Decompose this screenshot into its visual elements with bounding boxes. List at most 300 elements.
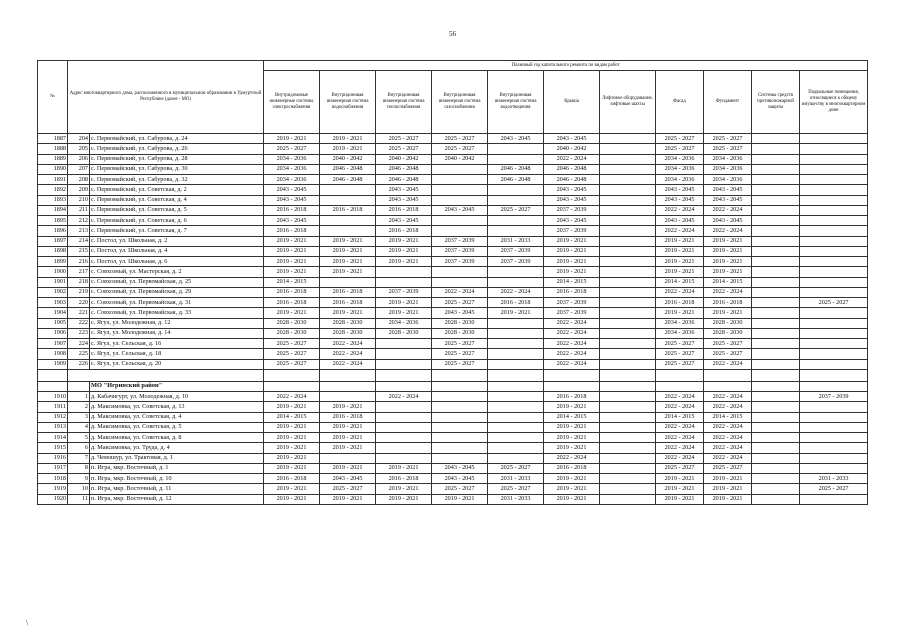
cell-year-range: 2016 - 2018 [488,298,544,308]
cell-year-range: 2014 - 2015 [544,412,600,422]
cell-year-range: 2025 - 2027 [704,463,752,473]
cell-year-range: 2022 - 2024 [704,205,752,215]
cell-year-range: 2025 - 2027 [320,484,376,494]
cell-year-range [432,195,488,205]
cell-year-range: 2022 - 2024 [488,287,544,297]
row-number: 1896 [38,226,68,236]
row-address: с. Постол, ул. Школьная, д. 2 [90,236,264,246]
cell-year-range [752,339,800,349]
cell-year-range: 2037 - 2039 [432,236,488,246]
cell-year-range: 2019 - 2021 [320,144,376,154]
cell-year-range [800,205,868,215]
header-address: Адрес многоквартирного дома, расположенного в муниципальном образовании в Удмуртской Республике (далее - МО) [68,61,264,134]
cell-year-range: 2019 - 2021 [264,453,320,463]
cell-year-range: 2022 - 2024 [704,226,752,236]
row-sub-number: 1 [68,392,90,402]
cell-year-range [752,287,800,297]
row-sub-number: 11 [68,494,90,504]
cell-year-range: 2019 - 2021 [656,484,704,494]
cell-year-range: 2043 - 2045 [656,185,704,195]
cell-year-range: 2019 - 2021 [544,257,600,267]
cell-year-range: 2022 - 2024 [544,154,600,164]
cell-year-range [488,328,544,338]
cell-year-range: 2019 - 2021 [544,494,600,504]
cell-year-range: 2025 - 2027 [264,339,320,349]
cell-year-range [752,144,800,154]
cell-year-range: 2031 - 2033 [800,474,868,484]
row-number: 1906 [38,328,68,338]
row-address: д. Максимовка, ул. Труда, д. 4 [90,443,264,453]
header-col-9: Системы средств противопожарной защиты [752,71,800,134]
cell-year-range: 2019 - 2021 [264,236,320,246]
table-row [38,339,868,349]
cell-year-range: 2019 - 2021 [376,484,432,494]
cell-year-range [488,359,544,369]
cell-year-range: 2019 - 2021 [264,422,320,432]
cell-year-range: 2031 - 2033 [488,236,544,246]
cell-year-range: 2019 - 2021 [656,494,704,504]
table-row [38,298,868,308]
cell-year-range: 2034 - 2036 [264,154,320,164]
cell-year-range: 2022 - 2024 [704,443,752,453]
header-col-5: Крыша [544,71,600,134]
cell-year-range: 2016 - 2018 [264,205,320,215]
cell-year-range: 2025 - 2027 [264,349,320,359]
cell-year-range: 2043 - 2045 [264,185,320,195]
cell-year-range [488,339,544,349]
header-col-6: Лифтовое оборудование, лифтовые шахты [600,71,656,134]
cell-year-range: 2016 - 2018 [320,412,376,422]
cell-year-range: 2046 - 2048 [544,164,600,174]
cell-year-range: 2019 - 2021 [320,236,376,246]
cell-year-range [432,443,488,453]
row-number: 1913 [38,422,68,432]
cell-year-range: 2019 - 2021 [264,134,320,144]
cell-year-range [752,412,800,422]
header-col-10: Подвальные помещения, относящиеся к общему имуществу в многоквартирном доме [800,71,868,134]
cell-year-range: 2016 - 2018 [376,226,432,236]
cell-year-range: 2022 - 2024 [704,392,752,402]
cell-year-range [600,412,656,422]
cell-year-range: 2046 - 2048 [488,175,544,185]
cell-year-range: 2019 - 2021 [704,267,752,277]
cell-year-range [488,412,544,422]
table-row [38,453,868,463]
cell-year-range: 2016 - 2018 [544,392,600,402]
row-sub-number: 214 [68,236,90,246]
cell-year-range: 2022 - 2024 [656,392,704,402]
row-number: 1895 [38,216,68,226]
cell-year-range: 2037 - 2039 [800,392,868,402]
row-number: 1894 [38,205,68,215]
cell-year-range: 2019 - 2021 [656,236,704,246]
cell-year-range: 2025 - 2027 [432,298,488,308]
row-address: с. Ягул, ул. Сельская, д. 16 [90,339,264,349]
cell-year-range: 2019 - 2021 [704,484,752,494]
row-number: 1901 [38,277,68,287]
cell-year-range [320,392,376,402]
cell-year-range: 2043 - 2045 [264,216,320,226]
cell-year-range [488,185,544,195]
cell-year-range [600,402,656,412]
cell-year-range: 2016 - 2018 [704,298,752,308]
cell-year-range [800,422,868,432]
cell-year-range: 2019 - 2021 [544,236,600,246]
cell-year-range [488,195,544,205]
cell-year-range [800,308,868,318]
cell-year-range [600,392,656,402]
cell-year-range [432,267,488,277]
header-col-4: Внутридомовая инженерная система водоотведения [488,71,544,134]
cell-year-range: 2022 - 2024 [544,359,600,369]
cell-year-range [432,422,488,432]
row-address: с. Ягул, ул. Сельская, д. 18 [90,349,264,359]
cell-year-range [752,195,800,205]
table-row [38,412,868,422]
cell-year-range [488,216,544,226]
row-number: 1907 [38,339,68,349]
row-sub-number: 222 [68,318,90,328]
table-body-second [38,392,868,505]
cell-year-range: 2022 - 2024 [704,433,752,443]
cell-year-range: 2028 - 2030 [704,318,752,328]
repair-schedule-table [37,60,868,505]
cell-year-range: 2046 - 2048 [320,164,376,174]
cell-year-range [600,474,656,484]
cell-year-range [432,175,488,185]
cell-year-range: 2019 - 2021 [320,257,376,267]
cell-year-range [600,328,656,338]
cell-year-range [600,236,656,246]
cell-year-range [432,433,488,443]
cell-year-range [600,484,656,494]
cell-year-range: 2025 - 2027 [432,134,488,144]
cell-year-range [488,402,544,412]
cell-year-range [600,246,656,256]
cell-year-range: 2025 - 2027 [656,134,704,144]
cell-year-range: 2014 - 2015 [264,277,320,287]
row-number: 1909 [38,359,68,369]
section-title: МО "Игринский район" [90,381,264,391]
cell-year-range [320,216,376,226]
cell-year-range [800,433,868,443]
cell-year-range: 2019 - 2021 [320,494,376,504]
header-col-7: Фасад [656,71,704,134]
cell-year-range [752,246,800,256]
cell-year-range: 2019 - 2021 [320,463,376,473]
cell-year-range [376,412,432,422]
cell-year-range [488,226,544,236]
cell-year-range: 2022 - 2024 [544,453,600,463]
table-row [38,308,868,318]
table-row [38,474,868,484]
cell-year-range [432,164,488,174]
cell-year-range [752,474,800,484]
cell-year-range: 2025 - 2027 [432,484,488,494]
cell-year-range: 2037 - 2039 [544,205,600,215]
cell-year-range: 2025 - 2027 [656,359,704,369]
row-number: 1891 [38,175,68,185]
row-address: с. Постол, ул. Школьная, д. 4 [90,246,264,256]
cell-year-range: 2034 - 2036 [656,164,704,174]
cell-year-range: 2025 - 2027 [656,144,704,154]
cell-year-range: 2025 - 2027 [376,134,432,144]
row-address: с. Ягул, ул. Молодежная, д. 12 [90,318,264,328]
cell-year-range: 2019 - 2021 [264,308,320,318]
cell-year-range: 2022 - 2024 [656,453,704,463]
row-number: 1887 [38,134,68,144]
table-row [38,195,868,205]
cell-year-range [600,154,656,164]
row-address: с. Первомайский, ул. Сабурова, д. 28 [90,154,264,164]
row-number: 1893 [38,195,68,205]
cell-year-range: 2016 - 2018 [264,226,320,236]
cell-year-range [800,277,868,287]
row-address: п. Игра, мкр. Восточный, д. 1 [90,463,264,473]
cell-year-range [752,216,800,226]
row-sub-number: 3 [68,412,90,422]
cell-year-range [752,257,800,267]
cell-year-range [800,287,868,297]
cell-year-range [800,216,868,226]
cell-year-range: 2046 - 2048 [320,175,376,185]
cell-year-range [600,216,656,226]
cell-year-range: 2022 - 2024 [544,339,600,349]
row-number: 1918 [38,474,68,484]
header-col-8: Фундамент [704,71,752,134]
cell-year-range: 2025 - 2027 [488,463,544,473]
cell-year-range [752,463,800,473]
row-number: 1898 [38,246,68,256]
row-address: с. Первомайский, ул. Сабурова, д. 26 [90,144,264,154]
cell-year-range: 2025 - 2027 [800,484,868,494]
cell-year-range: 2043 - 2045 [656,195,704,205]
cell-year-range: 2019 - 2021 [656,246,704,256]
cell-year-range: 2031 - 2033 [488,474,544,484]
row-sub-number: 215 [68,246,90,256]
cell-year-range [376,443,432,453]
cell-year-range: 2022 - 2024 [704,359,752,369]
cell-year-range [320,453,376,463]
row-number: 1892 [38,185,68,195]
table-row [38,246,868,256]
table-row [38,484,868,494]
cell-year-range: 2019 - 2021 [544,484,600,494]
cell-year-range [752,185,800,195]
cell-year-range [800,144,868,154]
table-row [38,277,868,287]
gap-row [38,369,868,381]
cell-year-range: 2022 - 2024 [432,287,488,297]
cell-year-range [752,318,800,328]
row-address: с. Совхозный, ул. Первомайская, д. 33 [90,308,264,318]
cell-year-range: 2034 - 2036 [704,164,752,174]
row-address: с. Первомайский, ул. Сабурова, д. 32 [90,175,264,185]
cell-year-range: 2028 - 2030 [264,328,320,338]
table-row [38,494,868,504]
cell-year-range: 2022 - 2024 [656,287,704,297]
cell-year-range: 2022 - 2024 [704,402,752,412]
cell-year-range [600,318,656,328]
cell-year-range [376,349,432,359]
cell-year-range [800,359,868,369]
cell-year-range: 2019 - 2021 [264,267,320,277]
row-number: 1904 [38,308,68,318]
cell-year-range [800,318,868,328]
cell-year-range [432,216,488,226]
cell-year-range [320,185,376,195]
cell-year-range: 2014 - 2015 [264,412,320,422]
cell-year-range [376,433,432,443]
cell-year-range [800,257,868,267]
cell-year-range: 2019 - 2021 [544,474,600,484]
cell-year-range: 2028 - 2030 [432,328,488,338]
row-number: 1919 [38,484,68,494]
cell-year-range: 2019 - 2021 [320,246,376,256]
row-sub-number: 205 [68,144,90,154]
cell-year-range: 2022 - 2024 [656,226,704,236]
cell-year-range [752,175,800,185]
cell-year-range: 2019 - 2021 [376,463,432,473]
cell-year-range [376,359,432,369]
cell-year-range: 2022 - 2024 [656,422,704,432]
cell-year-range: 2014 - 2015 [704,412,752,422]
cell-year-range: 2019 - 2021 [320,308,376,318]
row-address: с. Совхозный, ул. Первомайская, д. 31 [90,298,264,308]
cell-year-range [800,226,868,236]
cell-year-range: 2028 - 2030 [264,318,320,328]
cell-year-range: 2019 - 2021 [488,308,544,318]
row-address: д. Максимовка, ул. Советская, д. 5 [90,422,264,432]
cell-year-range: 2034 - 2036 [704,154,752,164]
cell-year-range [752,328,800,338]
cell-year-range [600,267,656,277]
cell-year-range [488,433,544,443]
row-number: 1890 [38,164,68,174]
cell-year-range [800,134,868,144]
cell-year-range [600,443,656,453]
cell-year-range [600,433,656,443]
table-row [38,463,868,473]
cell-year-range [752,433,800,443]
cell-year-range: 2019 - 2021 [264,246,320,256]
cell-year-range: 2016 - 2018 [376,205,432,215]
row-number: 1908 [38,349,68,359]
table-row [38,164,868,174]
cell-year-range [376,339,432,349]
cell-year-range [600,205,656,215]
cell-year-range [800,463,868,473]
row-number: 1905 [38,318,68,328]
scan-mark: / [23,618,31,627]
table-row [38,144,868,154]
cell-year-range: 2022 - 2024 [656,205,704,215]
cell-year-range [600,287,656,297]
cell-year-range: 2019 - 2021 [320,402,376,412]
cell-year-range [752,349,800,359]
cell-year-range [800,185,868,195]
cell-year-range: 2025 - 2027 [656,463,704,473]
table-row [38,349,868,359]
cell-year-range [432,226,488,236]
cell-year-range: 2016 - 2018 [264,474,320,484]
header-group: Плановый год капитального ремонта по видам работ [264,61,868,71]
cell-year-range [800,267,868,277]
cell-year-range: 2043 - 2045 [544,195,600,205]
row-sub-number: 2 [68,402,90,412]
cell-year-range: 2016 - 2018 [320,205,376,215]
cell-year-range: 2040 - 2042 [432,154,488,164]
cell-year-range: 2016 - 2018 [320,298,376,308]
cell-year-range: 2022 - 2024 [704,287,752,297]
row-address: д. Максимовка, ул. Советская, д. 13 [90,402,264,412]
cell-year-range: 2019 - 2021 [544,422,600,432]
cell-year-range [600,359,656,369]
cell-year-range: 2019 - 2021 [376,246,432,256]
row-sub-number: 7 [68,453,90,463]
cell-year-range: 2037 - 2039 [432,246,488,256]
cell-year-range: 2022 - 2024 [264,392,320,402]
row-number: 1910 [38,392,68,402]
cell-year-range [752,298,800,308]
cell-year-range: 2043 - 2045 [432,308,488,318]
cell-year-range [600,195,656,205]
row-address: п. Игра, мкр. Восточный, д. 11 [90,484,264,494]
row-address: с. Ягул, ул. Сельская, д. 20 [90,359,264,369]
cell-year-range [800,494,868,504]
header-col-2: Внутридомовая инженерная система теплоснабжения [376,71,432,134]
row-sub-number: 218 [68,277,90,287]
cell-year-range: 2019 - 2021 [704,494,752,504]
cell-year-range [488,154,544,164]
cell-year-range: 2043 - 2045 [432,205,488,215]
cell-year-range [752,359,800,369]
cell-year-range: 2025 - 2027 [432,339,488,349]
cell-year-range: 2034 - 2036 [656,154,704,164]
cell-year-range: 2046 - 2048 [488,164,544,174]
row-number: 1900 [38,267,68,277]
cell-year-range: 2019 - 2021 [320,443,376,453]
cell-year-range [488,267,544,277]
cell-year-range: 2019 - 2021 [376,494,432,504]
page-number: 56 [449,30,456,38]
cell-year-range: 2019 - 2021 [264,443,320,453]
cell-year-range: 2043 - 2045 [544,134,600,144]
table-row [38,134,868,144]
cell-year-range: 2037 - 2039 [376,287,432,297]
cell-year-range [800,164,868,174]
cell-year-range [752,226,800,236]
cell-year-range: 2043 - 2045 [544,185,600,195]
cell-year-range: 2046 - 2048 [376,164,432,174]
table-row [38,402,868,412]
cell-year-range [432,185,488,195]
row-number: 1899 [38,257,68,267]
row-address: с. Первомайский, ул. Советская, д. 5 [90,205,264,215]
cell-year-range: 2034 - 2036 [704,175,752,185]
cell-year-range: 2022 - 2024 [704,422,752,432]
cell-year-range: 2043 - 2045 [376,216,432,226]
cell-year-range [800,175,868,185]
cell-year-range [432,412,488,422]
cell-year-range: 2019 - 2021 [544,267,600,277]
cell-year-range: 2022 - 2024 [656,402,704,412]
row-address: с. Первомайский, ул. Сабурова, д. 24 [90,134,264,144]
row-number: 1916 [38,453,68,463]
row-address: п. Игра, мкр. Восточный, д. 12 [90,494,264,504]
cell-year-range [488,443,544,453]
cell-year-range: 2019 - 2021 [656,474,704,484]
